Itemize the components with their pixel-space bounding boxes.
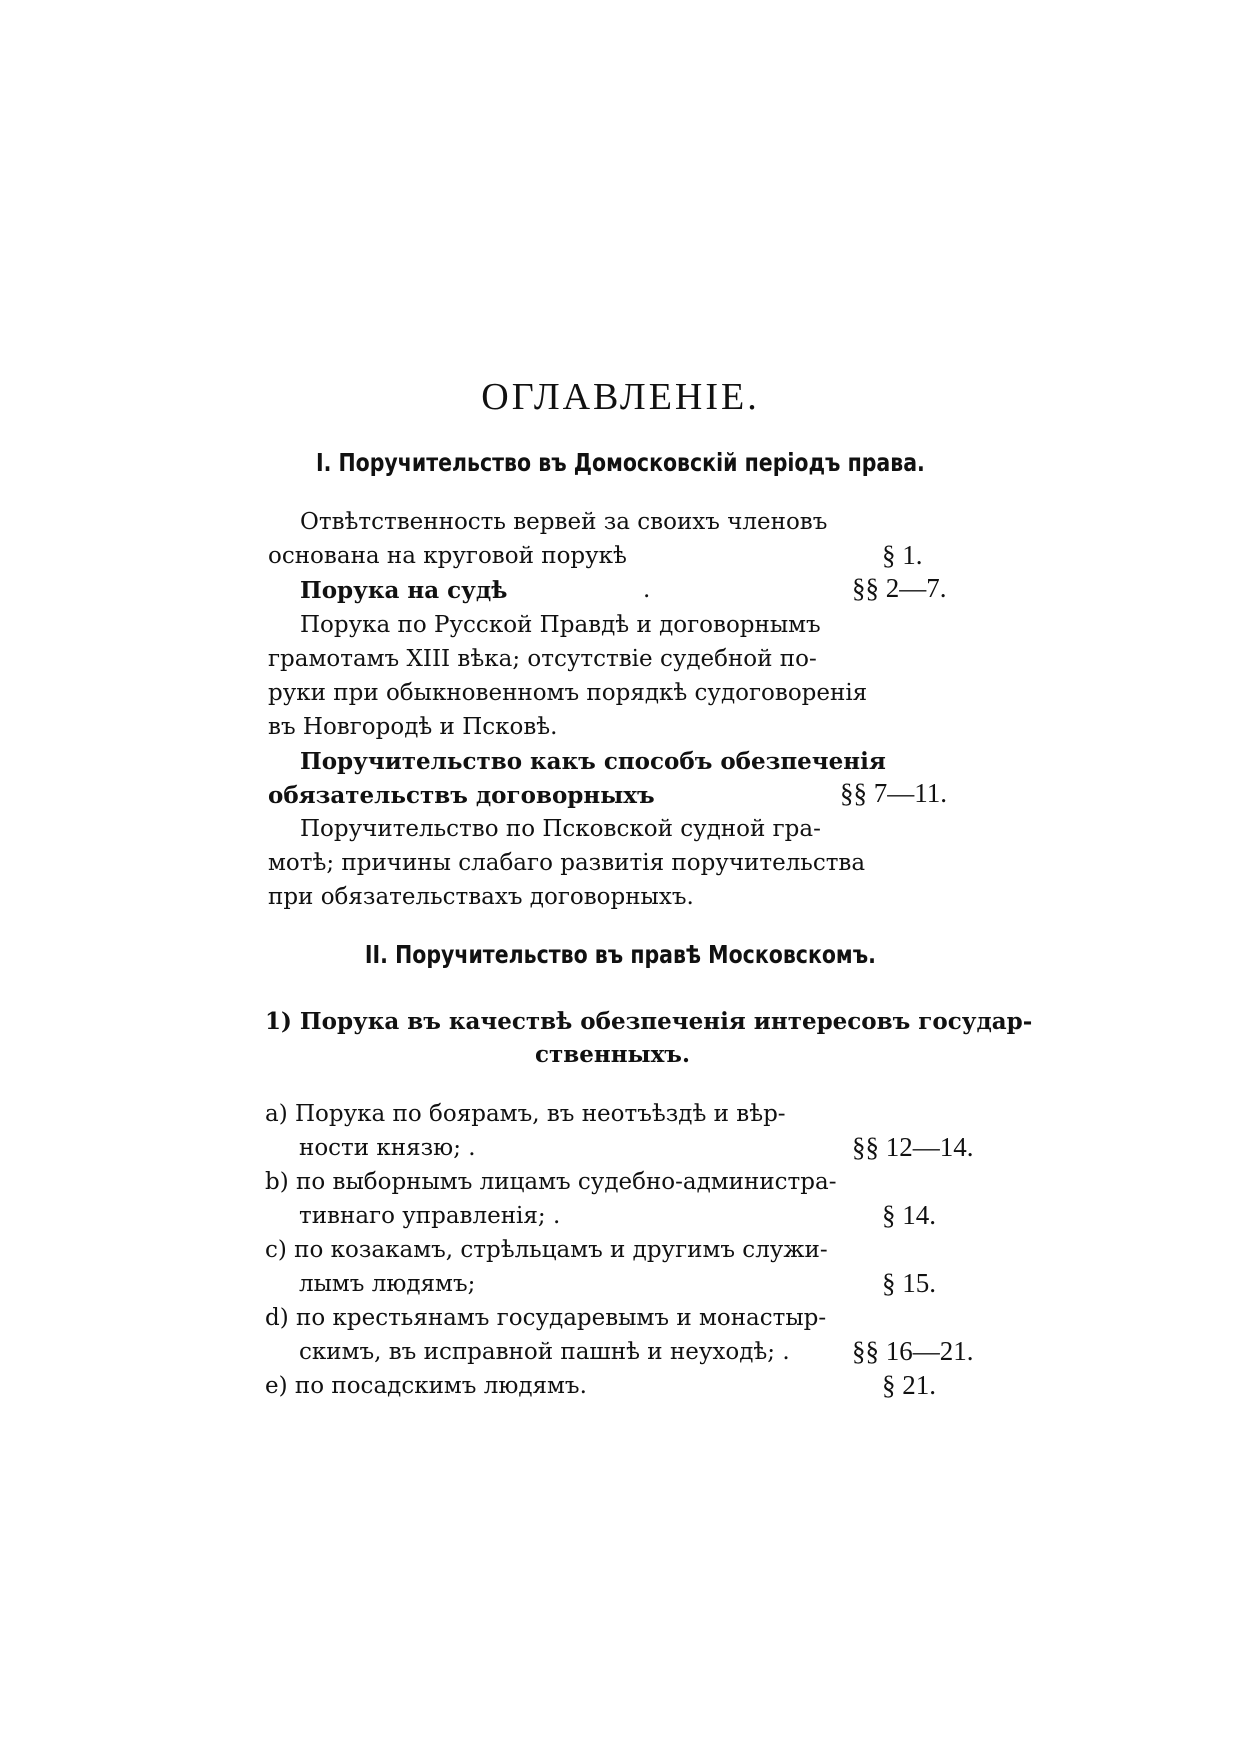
entry-2-leader-dot: . — [643, 577, 651, 603]
entry-2-desc-line: Порука по Русской Правдѣ и договорнымъ — [300, 612, 821, 638]
list-item-line-1: e) по посадскимъ людямъ. — [265, 1373, 587, 1399]
list-item-page: §§ 12—14. — [852, 1132, 974, 1162]
entry-3-desc-line: мотѣ; причины слабаго развитія поручительства — [268, 850, 866, 876]
entry-1-page: § 1. — [882, 540, 923, 570]
part-1-heading: I. Поручительство въ Домосковскій періодъ права. — [315, 448, 925, 477]
list-item-line-1: c) по козакамъ, стрѣльцамъ и другимъ служи- — [265, 1237, 828, 1263]
entry-1-line-1: Отвѣтственность вервей за своихъ членовъ — [300, 509, 828, 535]
page-title: ОГЛАВЛЕНІЕ. — [481, 376, 760, 418]
list-item-line-2: тивнаго управленія; . — [299, 1203, 561, 1229]
list-item-line-1: d) по крестьянамъ государевымъ и монастыр- — [265, 1305, 827, 1331]
list-item-line-2: ности князю; . — [299, 1135, 476, 1161]
entry-2-title: Порука на судѣ — [300, 577, 508, 604]
entry-3-title-line-1: Поручительство какъ способъ обезпеченія — [300, 748, 886, 775]
entry-3-title-line-2: обязательствъ договорныхъ — [268, 782, 655, 809]
list-item-line-1: a) Порука по боярамъ, въ неотъѣздѣ и вѣр- — [265, 1101, 786, 1127]
section-1-heading-line-2: ственныхъ. — [535, 1041, 690, 1068]
part-2-heading: II. Поручительство въ правѣ Московскомъ. — [364, 940, 876, 969]
list-item-line-1: b) по выборнымъ лицамъ судебно-администра- — [265, 1169, 837, 1195]
entry-3-desc-line: Поручительство по Псковской судной гра- — [300, 816, 821, 842]
list-item-page: § 21. — [882, 1370, 936, 1400]
list-item-page: § 14. — [882, 1200, 936, 1230]
section-1-heading-line-1: 1) Порука въ качествѣ обезпеченія интересовъ государ- — [265, 1008, 1033, 1035]
list-item-page: § 15. — [882, 1268, 936, 1298]
entry-3-desc-line: при обязательствахъ договорныхъ. — [268, 884, 694, 910]
entry-2-page: §§ 2—7. — [852, 573, 947, 603]
entry-2-desc-line: руки при обыкновенномъ порядкѣ судоговоренія — [268, 680, 868, 706]
list-item-line-2: скимъ, въ исправной пашнѣ и неуходѣ; . — [299, 1339, 790, 1365]
list-item-line-2: лымъ людямъ; — [299, 1271, 476, 1297]
entry-2-desc-line: въ Новгородѣ и Псковѣ. — [268, 714, 558, 740]
list-item-page: §§ 16—21. — [852, 1336, 974, 1366]
entry-2-desc-line: грамотамъ XIII вѣка; отсутствіе судебной по- — [268, 646, 817, 672]
entry-3-page: §§ 7—11. — [840, 778, 947, 808]
entry-1-line-2: основана на круговой порукѣ — [268, 543, 627, 569]
